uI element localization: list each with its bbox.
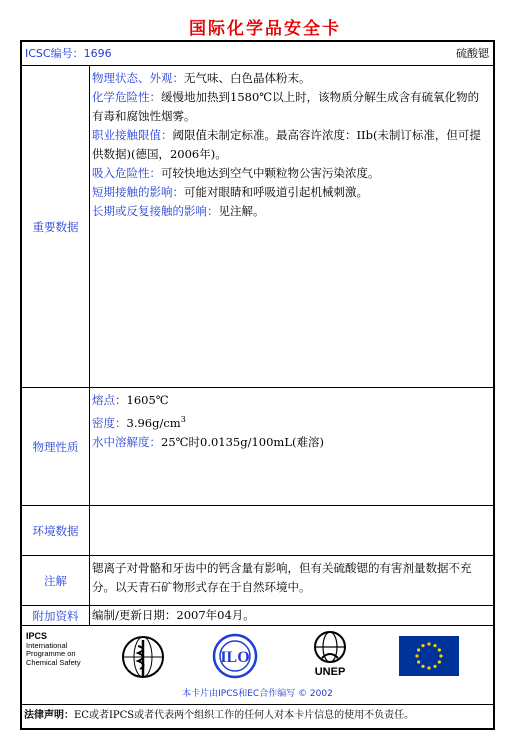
eu-flag-icon	[399, 636, 459, 676]
svg-text:ILO: ILO	[220, 649, 250, 666]
physical-properties-content	[90, 388, 493, 505]
important-data-label: 重要数据	[22, 66, 90, 387]
item-short-term-effects: 短期接触的影响：可能对眼睛和呼吸道引起机械刺激。	[92, 185, 368, 199]
eu-star-icon	[421, 665, 424, 668]
item-inhalation-hazard: 吸入危险性：可较快地达到空气中颗粒物公害污染浓度。	[92, 166, 380, 180]
eu-star-icon	[439, 654, 442, 657]
environment-section	[22, 506, 493, 556]
item-chemical-hazard: 化学危险性：缓慢地加热到1580℃以上时，该物质分解生成含有硫氧化物的有毒和腐蚀性烟雾。	[92, 90, 480, 123]
eu-star-icon	[417, 648, 420, 651]
item-appearance: 物理状态、外观：无气味、白色晶体粉末。	[92, 71, 311, 85]
extra-info-label: 附加资料	[22, 606, 90, 625]
item-exposure-limits: 职业接触限值：阈限值未制定标准。最高容许浓度：IIb(未制订标准，但可提供数据)(德国，2006年)。	[92, 128, 481, 161]
item-melting-point: 熔点：1605℃	[92, 393, 169, 407]
extra-info-section	[22, 606, 493, 626]
ilo-logo-icon	[210, 632, 260, 680]
item-density: 密度：$3.96g/cm^3$	[92, 415, 186, 430]
important-data-content	[90, 66, 493, 387]
eu-star-icon	[427, 642, 430, 645]
card-header	[22, 42, 493, 66]
notes-section	[22, 556, 493, 606]
important-data-section	[22, 66, 493, 388]
logos-row	[22, 626, 493, 705]
environment-content	[90, 506, 493, 555]
extra-info-content: 编制/更新日期：2007年04月。	[92, 608, 255, 622]
eu-star-icon	[417, 660, 420, 663]
chemical-name: 硫酸锶	[456, 47, 489, 60]
eu-star-icon	[415, 654, 418, 657]
credit-line: 本卡片由IPCS和EC合作编写 © 2002	[182, 689, 333, 699]
item-solubility: 水中溶解度：25℃时0.0135g/100mL(难溶)	[92, 434, 324, 449]
unep-label: UNEP	[314, 666, 346, 678]
legal-disclaimer: 法律声明：EC或者IPCS或者代表两个组织工作的任何人对本卡片信息的使用不负责任。	[24, 710, 415, 721]
eu-star-icon	[427, 666, 430, 669]
who-logo-icon	[120, 634, 166, 680]
eu-star-icon	[438, 660, 441, 663]
notes-label: 注解	[22, 556, 90, 605]
eu-star-icon	[433, 665, 436, 668]
notes-content: 锶离子对骨骼和牙齿中的钙含量有影响，但有关硫酸锶的有害剂量数据不充分。以天青石矿物形式存在于自然环境中。	[92, 561, 472, 594]
environment-label: 环境数据	[22, 506, 90, 555]
item-long-term-effects: 长期或反复接触的影响：见注解。	[92, 204, 265, 218]
physical-properties-section	[22, 388, 493, 506]
eu-star-icon	[438, 648, 441, 651]
card-title: 国际化学品安全卡	[189, 19, 341, 39]
physical-properties-label: 物理性质	[22, 388, 90, 505]
ipcs-text-logo: IPCS International Programme on Chemical Safety	[26, 631, 81, 667]
eu-star-icon	[421, 644, 424, 647]
chemical-safety-card	[20, 40, 495, 730]
eu-star-icon	[433, 644, 436, 647]
icsc-number: ICSC编号：1696	[25, 47, 112, 60]
